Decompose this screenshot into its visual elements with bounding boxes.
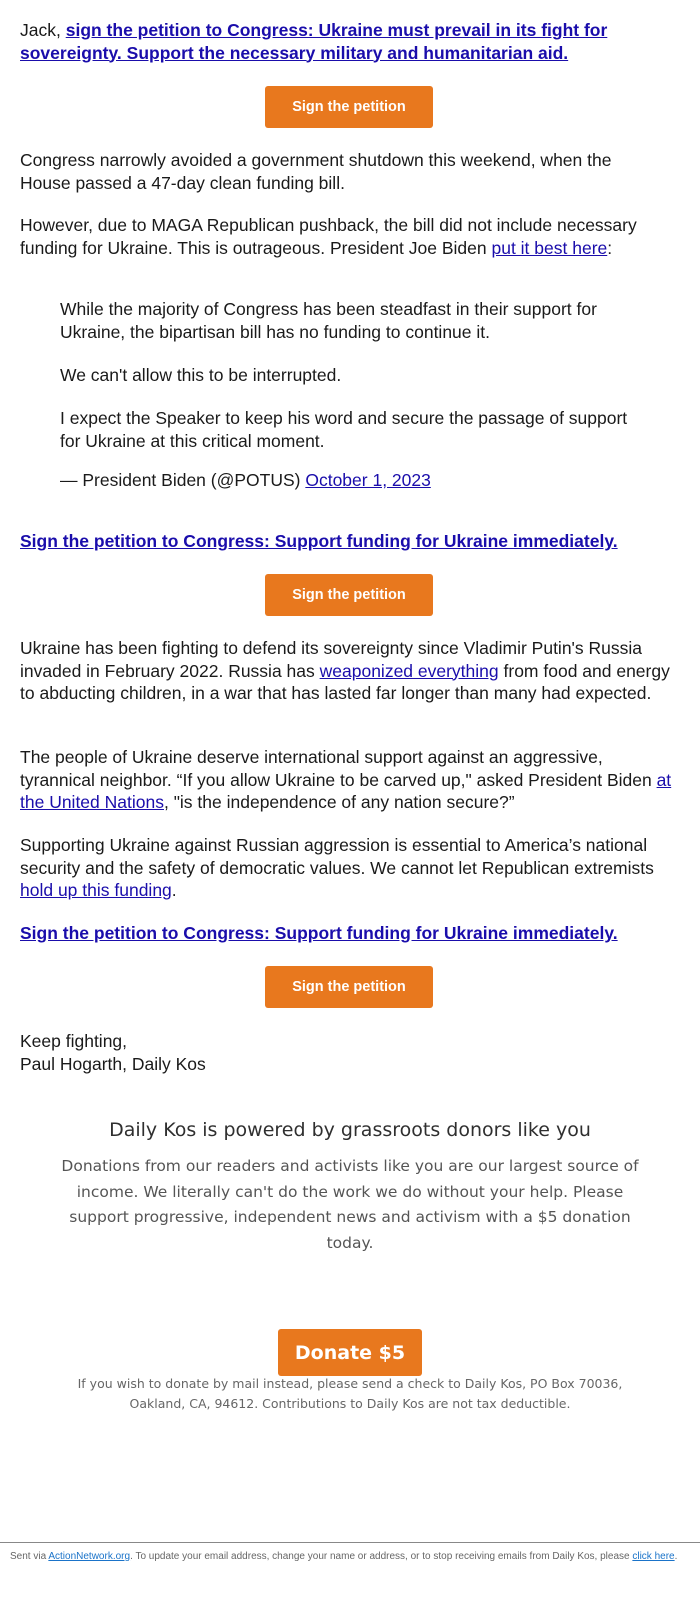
quote-p3: I expect the Speaker to keep his word and secure the passage of support for Ukraine at this critical moment. (60, 408, 628, 451)
sign-petition-button-3[interactable]: Sign the petition (265, 966, 433, 1008)
quote-date-link[interactable]: October 1, 2023 (305, 470, 431, 490)
signoff-line-2: Paul Hogarth, Daily Kos (20, 1053, 206, 1074)
intro-line (20, 19, 680, 64)
footer-divider (0, 1542, 700, 1543)
click-here-link[interactable]: click here (632, 1551, 675, 1562)
paragraph-shutdown: Congress narrowly avoided a government shutdown this weekend, when the House passed a 47-day clean funding bill. (20, 150, 612, 193)
hold-up-funding-link[interactable]: hold up this funding (20, 880, 172, 900)
signoff-line-1: Keep fighting, (20, 1031, 128, 1051)
paragraph-maga: However, due to MAGA Republican pushback, the bill did not include necessary funding for Ukraine. This is outrageous. President Joe Biden put it best here: (20, 215, 637, 258)
quote-p1: While the majority of Congress has been steadfast in their support for Ukraine, the bipartisan bill has no funding to continue it. (60, 299, 597, 342)
signoff (20, 1030, 680, 1075)
united-nations-link[interactable]: at the United Nations (20, 769, 672, 812)
donation-heading: Daily Kos is powered by grassroots donors like you (109, 1119, 591, 1141)
sign-petition-button-1[interactable]: Sign the petition (265, 86, 433, 128)
quote-attribution: — President Biden (@POTUS) October 1, 2023 (60, 470, 431, 490)
put-it-best-link[interactable]: put it best here (491, 237, 608, 258)
paragraph-supporting-ukraine: Supporting Ukraine against Russian aggression is essential to America’s national security and the safety of democratic values. We cannot let Republican extremists hold up this funding. (20, 835, 654, 900)
weaponized-everything-link[interactable]: weaponized everything (319, 660, 499, 681)
unsubscribe-note: Sent via ActionNetwork.org. To update your email address, change your name or address, or to stop receiving emails from Daily Kos, please click here. (10, 1551, 678, 1562)
paragraph-ukraine-fighting: Ukraine has been fighting to defend its sovereignty since Vladimir Putin's Russia invaded in February 2022. Russia has weaponized everything from food and energy to abducting children, in a war that has lasted far longer than many had expected. (20, 638, 670, 703)
quote-p2: We can't allow this to be interrupted. (60, 365, 342, 385)
headline-petition-link[interactable]: sign the petition to Congress: Ukraine must prevail in its fight for sovereignty. Support the necessary military and humanitarian aid. (20, 20, 608, 63)
mail-donation-note: If you wish to donate by mail instead, please send a check to Daily Kos, PO Box 70036, Oakland, CA, 94612. Contributions to Daily Kos are not tax deductible. (77, 1376, 623, 1411)
paragraph-people-of-ukraine: The people of Ukraine deserve international support against an aggressive, tyrannical neighbor. “If you allow Ukraine to be carved up," asked President Biden at the United Nations, "is the independence of any nation secure?” (20, 747, 672, 812)
cta-petition-link-2[interactable]: Sign the petition to Congress: Support funding for Ukraine immediately. (20, 923, 618, 943)
actionnetwork-link[interactable]: ActionNetwork.org (48, 1551, 131, 1562)
cta-petition-link-1[interactable]: Sign the petition to Congress: Support funding for Ukraine immediately. (20, 531, 618, 551)
sign-petition-button-2[interactable]: Sign the petition (265, 574, 433, 616)
greeting: Jack, (20, 20, 66, 40)
donate-button[interactable]: Donate $5 (278, 1329, 422, 1376)
donation-body: Donations from our readers and activists like you are our largest source of income. We literally can't do the work we do without your help. Please support progressive, independent news and activism with a $5 donation today. (61, 1157, 639, 1252)
